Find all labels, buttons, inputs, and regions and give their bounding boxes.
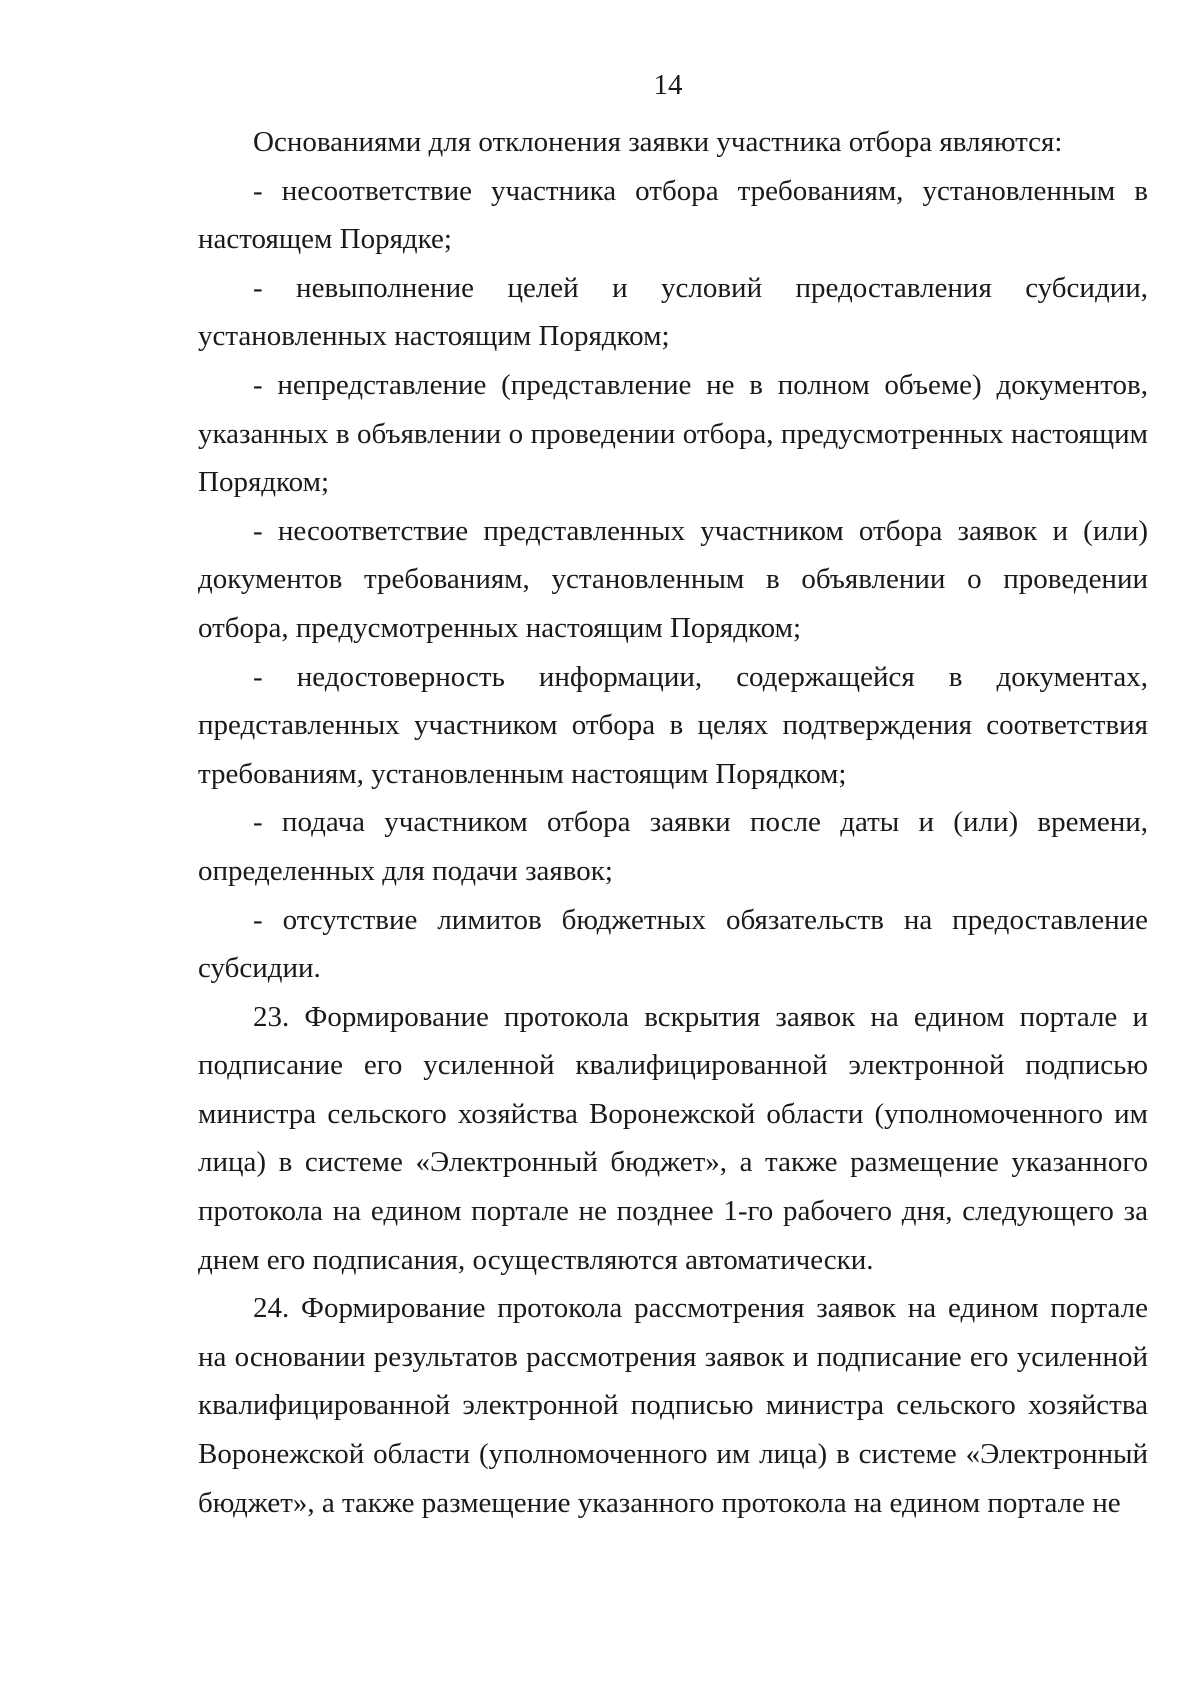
paragraph-clause-24: 24. Формирование протокола рассмотрения заявок на едином портале на основании результатов рассмотрения заявок и подписание его усиленной квалифицированной электронной подписью министра сельского хозяйства Воронежской области (уполномоченного им лица) в системе «Электронный бюджет», а также размещение указанного протокола на едином портале не (198, 1292, 1148, 1519)
document-body (198, 118, 1148, 1527)
paragraph-clause-23: 23. Формирование протокола вскрытия заявок на едином портале и подписание его усиленной квалифицированной электронной подписью министра сельского хозяйства Воронежской области (уполномоченного им лица) в системе «Электронный бюджет», а также размещение указанного протокола на едином портале не позднее 1-го рабочего дня, следующего за днем его подписания, осуществляются автоматически. (198, 1000, 1148, 1276)
list-item-nonfulfillment-goals: - невыполнение целей и условий предоставления субсидии, установленных настоящим Порядком; (198, 271, 1148, 353)
list-item-nonsubmission-documents: - непредставление (представление не в полном объеме) документов, указанных в объявлении о проведении отбора, предусмотренных настоящим Порядком; (198, 368, 1148, 499)
list-item-noncompliance-participant: - несоответствие участника отбора требованиям, установленным в настоящем Порядке; (198, 174, 1148, 256)
list-item-no-budget-limits: - отсутствие лимитов бюджетных обязательств на предоставление субсидии. (198, 903, 1148, 985)
list-item-late-submission: - подача участником отбора заявки после даты и (или) времени, определенных для подачи заявок; (198, 806, 1148, 887)
page-number: 14 (653, 69, 683, 101)
paragraph-rejection-grounds-intro: Основаниями для отклонения заявки участника отбора являются: (253, 126, 1063, 158)
list-item-noncompliance-applications: - несоответствие представленных участником отбора заявок и (или) документов требованиям, установленным в объявлении о проведении отбора, предусмотренных настоящим Порядком; (198, 514, 1148, 644)
list-item-inaccurate-information: - недостоверность информации, содержащейся в документах, представленных участником отбора в целях подтверждения соответствия требованиям, установленным настоящим Порядком; (198, 660, 1148, 790)
